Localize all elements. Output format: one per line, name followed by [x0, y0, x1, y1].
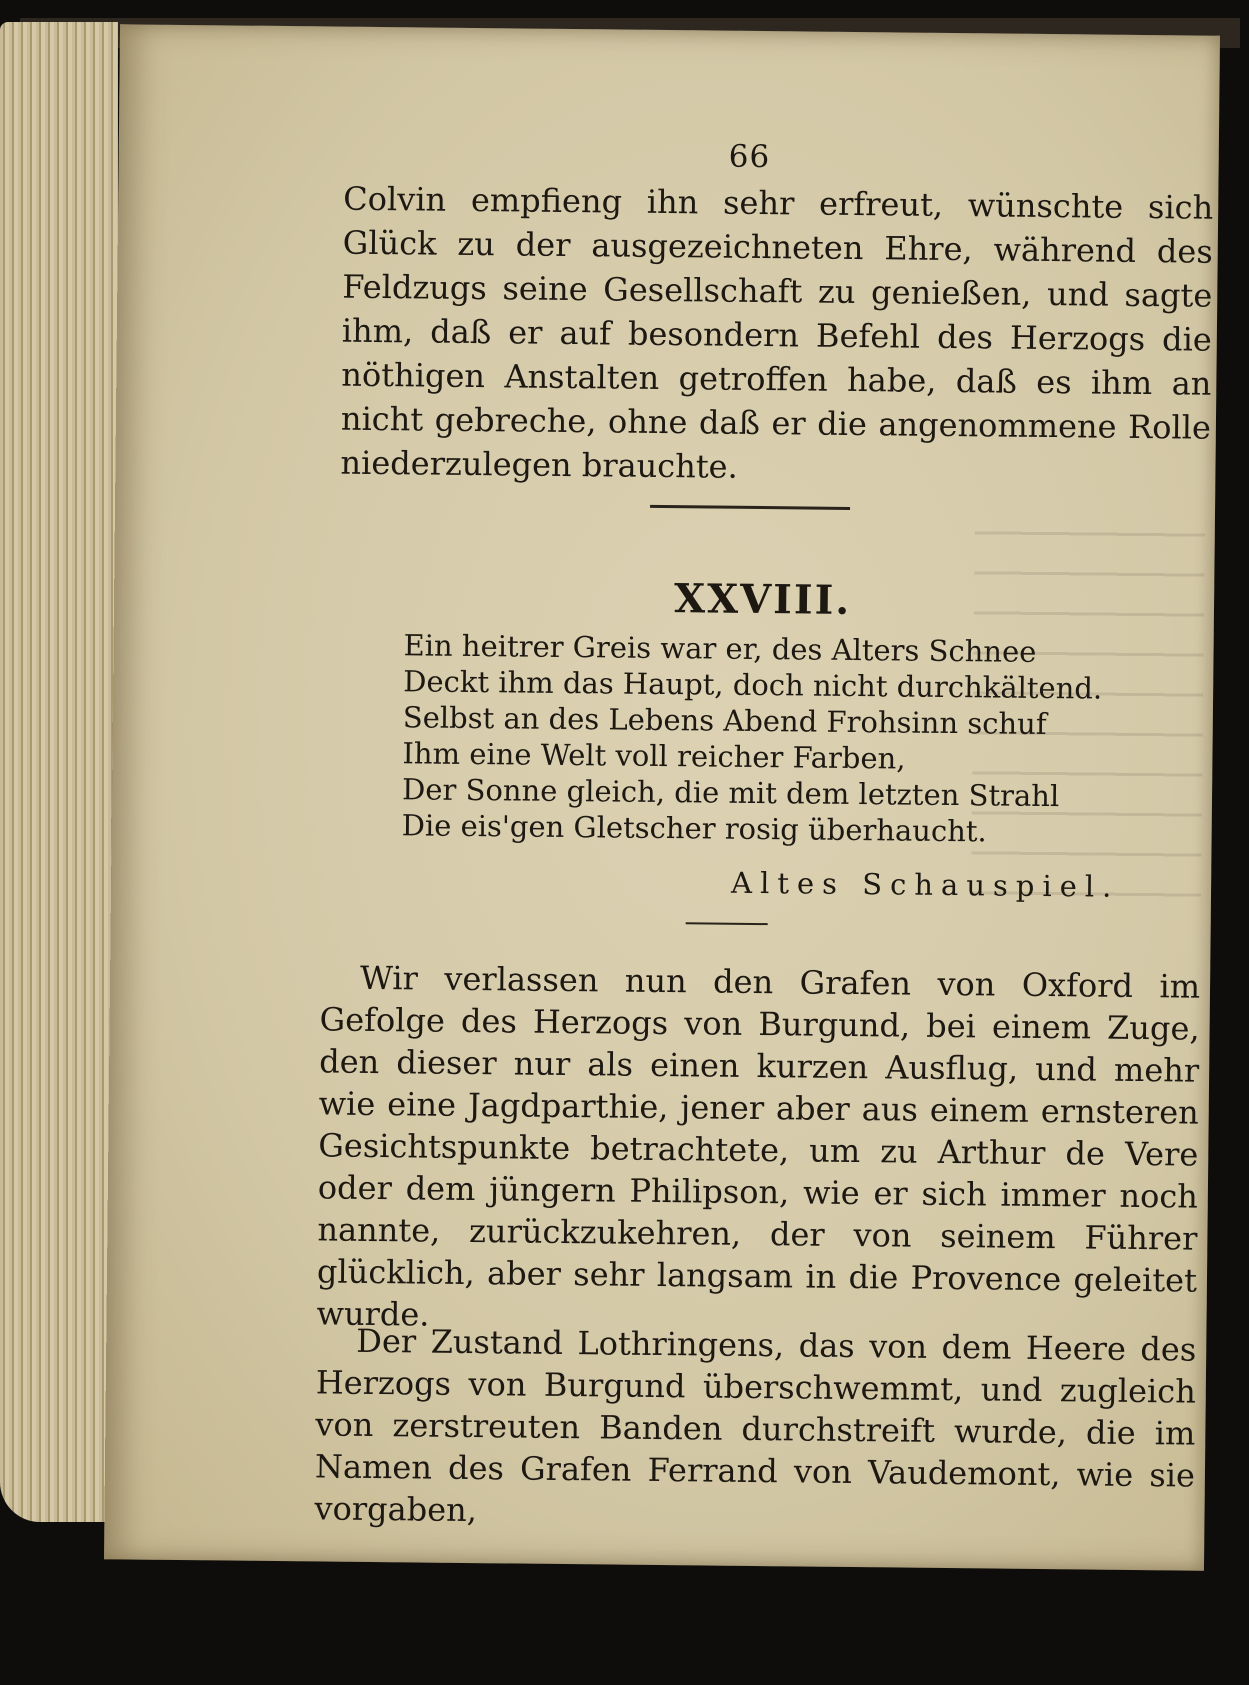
epigraph-divider: [686, 922, 768, 925]
paragraph-main: Wir verlassen nun den Grafen von Oxford im Gefolge des Herzogs von Burgund, bei einem Zuge, den dieser nur als einen kurzen Ausflug, und mehr wie eine Jagdparthie, jener aber aus einem ernsteren Gesichtspunkte betrachtete, um zu Arthur de Vere oder dem jüngern Philipson, wie er sich immer noch nannte, zurückzukehren, der von seinem Führer glücklich, aber sehr langsam in die Provence geleitet wurde.: [316, 958, 1201, 1334]
paragraph-intro: Colvin empfieng ihn sehr erfreut, wünschte sich Glück zu der ausgezeichneten Ehre, während des Feldzugs seine Gesellschaft zu genießen, und sagte ihm, daß er auf besondern Befehl des Herzogs die nöthigen Anstalten getroffen habe, daß es ihm an nicht gebreche, ohne daß er die angenommene Rolle niederzulegen brauchte.: [340, 179, 1214, 486]
epigraph-poem: [402, 627, 1104, 850]
section-divider: [650, 505, 850, 510]
poem-line: Die eis'gen Gletscher rosig überhaucht.: [401, 808, 987, 849]
page-text: [104, 24, 1220, 1570]
page-number: 66: [728, 138, 771, 176]
chapter-heading: XXVIII.: [673, 575, 852, 624]
book-page: [104, 24, 1220, 1570]
poem-line: Ein heitrer Greis war er, des Alters Schnee: [403, 628, 1037, 669]
poem-line: Der Sonne gleich, die mit dem letzten Strahl: [401, 772, 1060, 814]
poem-line: Selbst an des Lebens Abend Frohsinn schuf: [402, 700, 1047, 742]
poem-attribution: Altes Schauspiel.: [730, 865, 1120, 904]
paragraph-continuation: Der Zustand Lothringens, das von dem Heere des Herzogs von Burgund überschwemmt, und zugleich von zerstreuten Banden durchstreift wurde, die im Namen des Grafen Ferrand von Vaudemont, wie sie vorgaben,: [314, 1321, 1197, 1530]
poem-line: Ihm eine Welt voll reicher Farben,: [402, 736, 906, 776]
book-page-edges: [0, 22, 118, 1522]
poem-line: Deckt ihm das Haupt, doch nicht durchkältend.: [403, 664, 1103, 706]
